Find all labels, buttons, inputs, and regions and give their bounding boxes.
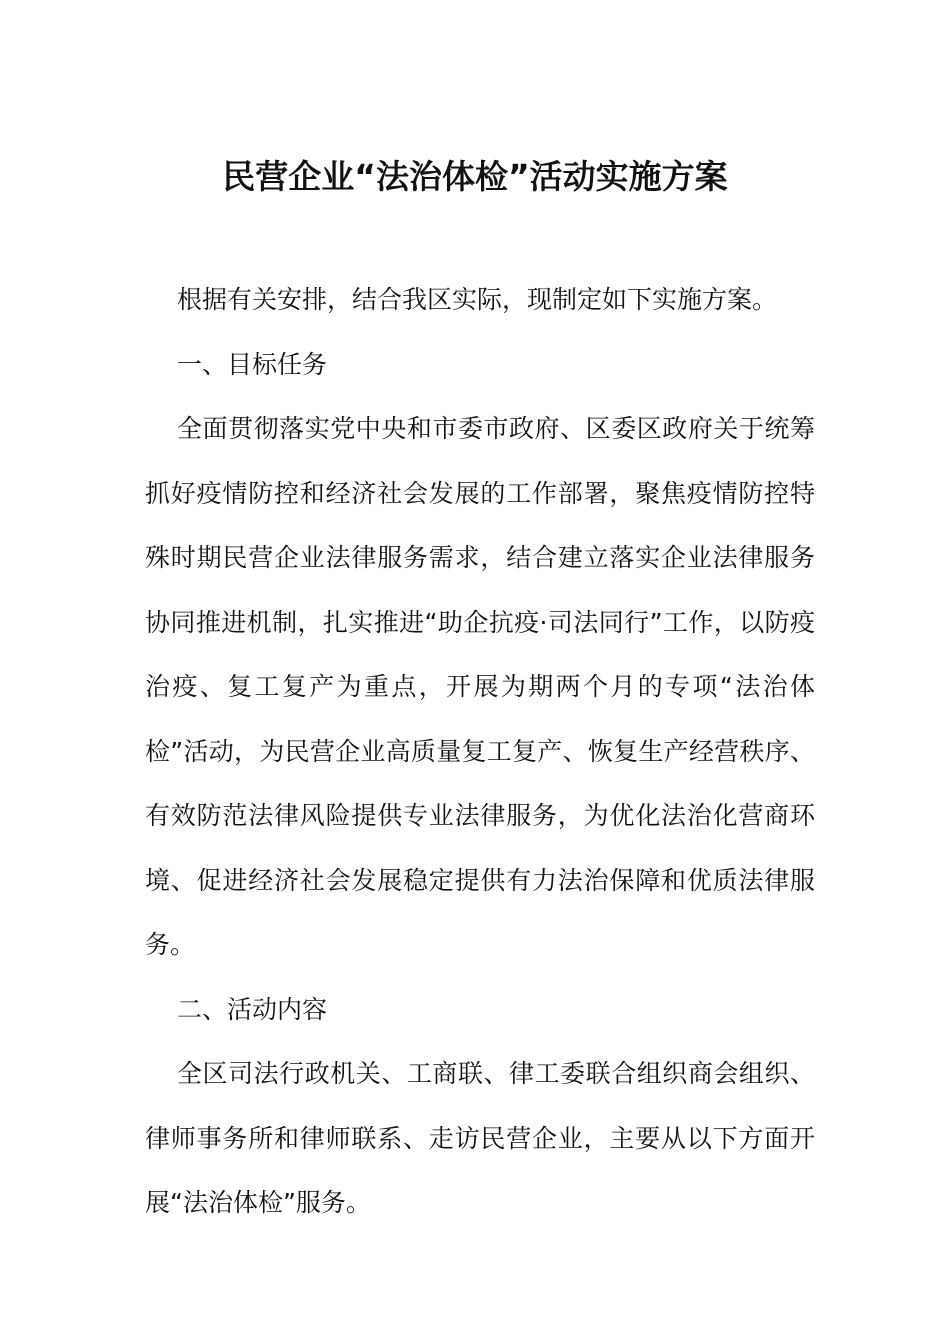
section-heading-goals: 一、目标任务 <box>177 349 328 379</box>
intro-paragraph: 根据有关安排，结合我区实际，现制定如下实施方案。 <box>177 285 778 314</box>
document-title: 民营企业“法治体检”活动实施方案 <box>222 157 728 196</box>
document-body <box>145 268 815 1236</box>
section-body-goals: 全面贯彻落实党中央和市委市政府、区委区政府关于统筹抓好疫情防控和经济社会发展的工作部署，聚焦疫情防控特殊时期民营企业法律服务需求，结合建立落实企业法律服务协同推进机制，扎实推进“助企抗疫·司法同行”工作，以防疫治疫、复工复产为重点，开展为期两个月的专项“法治体检”活动，为民营企业高质量复工复产、恢复生产经营秩序、有效防范法律风险提供专业法律服务，为优化法治化营商环境、促进经济社会发展稳定提供有力法治保障和优质法律服务。 <box>145 414 815 959</box>
section-heading-activities: 二、活动内容 <box>177 994 328 1024</box>
section-body-activities: 全区司法行政机关、工商联、律工委联合组织商会组织、律师事务所和律师联系、走访民营企业，主要从以下方面开展“法治体检”服务。 <box>145 1059 815 1217</box>
